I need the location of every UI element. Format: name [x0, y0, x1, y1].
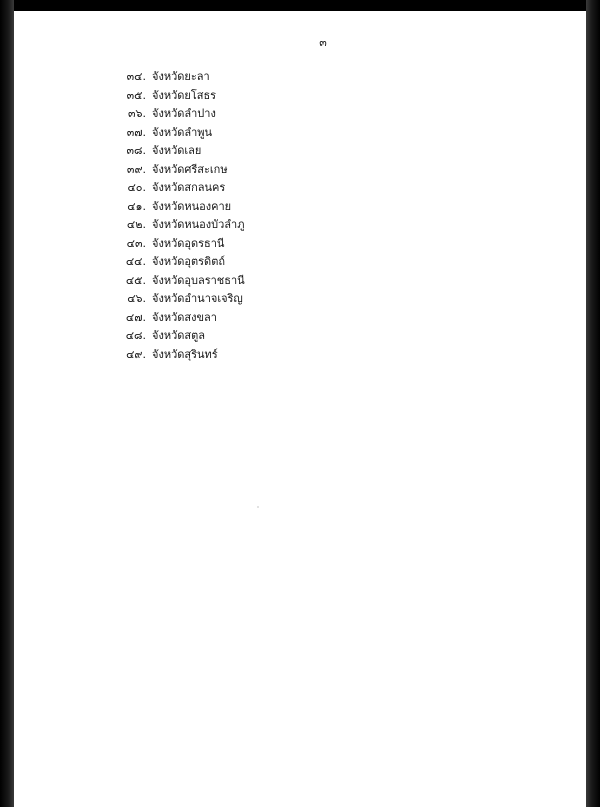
list-item [120, 308, 245, 327]
list-item [120, 178, 245, 197]
item-number: ๔๒. [126, 218, 146, 232]
item-name: จังหวัดลำพูน [152, 125, 213, 139]
list-item [120, 234, 245, 253]
page-number: ๓ [319, 36, 327, 49]
item-number: ๔๗. [125, 310, 146, 324]
item-number: ๓๕. [126, 88, 146, 102]
list-item [120, 67, 245, 86]
item-name: จังหวัดอุบลราชธานี [152, 273, 245, 287]
list-item [120, 215, 245, 234]
item-number: ๔๔. [125, 255, 146, 269]
document-page [14, 11, 586, 807]
item-name: จังหวัดอำนาจเจริญ [152, 292, 243, 306]
item-number: ๔๐. [127, 181, 146, 195]
viewer-left-edge [0, 0, 14, 807]
list-item [120, 345, 245, 364]
speck [257, 506, 259, 508]
item-name: จังหวัดสุรินทร์ [152, 347, 218, 361]
item-name: จังหวัดหนองบัวลำภู [152, 218, 245, 232]
item-name: จังหวัดเลย [152, 144, 202, 158]
item-number: ๔๙. [126, 347, 146, 361]
item-number: ๓๘. [126, 144, 146, 158]
item-number: ๓๖. [128, 107, 146, 121]
item-number: ๓๙. [126, 162, 146, 176]
item-name: จังหวัดยโสธร [152, 88, 217, 102]
item-name: จังหวัดหนองคาย [152, 199, 232, 213]
province-list [120, 67, 245, 363]
item-number: ๔๑. [127, 199, 146, 213]
item-name: จังหวัดศรีสะเกษ [152, 162, 228, 176]
item-name: จังหวัดยะลา [152, 70, 210, 84]
list-item [120, 123, 245, 142]
list-item [120, 326, 245, 345]
list-item [120, 271, 245, 290]
item-number: ๓๗. [126, 125, 146, 139]
list-item [120, 104, 245, 123]
list-item [120, 252, 245, 271]
list-item [120, 86, 245, 105]
item-number: ๓๔. [126, 70, 146, 84]
item-name: จังหวัดสตูล [152, 329, 205, 343]
item-name: จังหวัดลำปาง [152, 107, 216, 121]
viewer-right-edge [586, 0, 600, 807]
item-name: จังหวัดสกลนคร [152, 181, 226, 195]
item-number: ๔๘. [125, 329, 146, 343]
list-item [120, 197, 245, 216]
item-number: ๔๖. [127, 292, 146, 306]
item-number: ๔๓. [126, 236, 146, 250]
list-item [120, 289, 245, 308]
item-name: จังหวัดอุตรดิตถ์ [152, 255, 225, 269]
list-item [120, 141, 245, 160]
item-name: จังหวัดอุดรธานี [152, 236, 225, 250]
item-name: จังหวัดสงขลา [152, 310, 217, 324]
list-item [120, 160, 245, 179]
item-number: ๔๕. [125, 273, 146, 287]
